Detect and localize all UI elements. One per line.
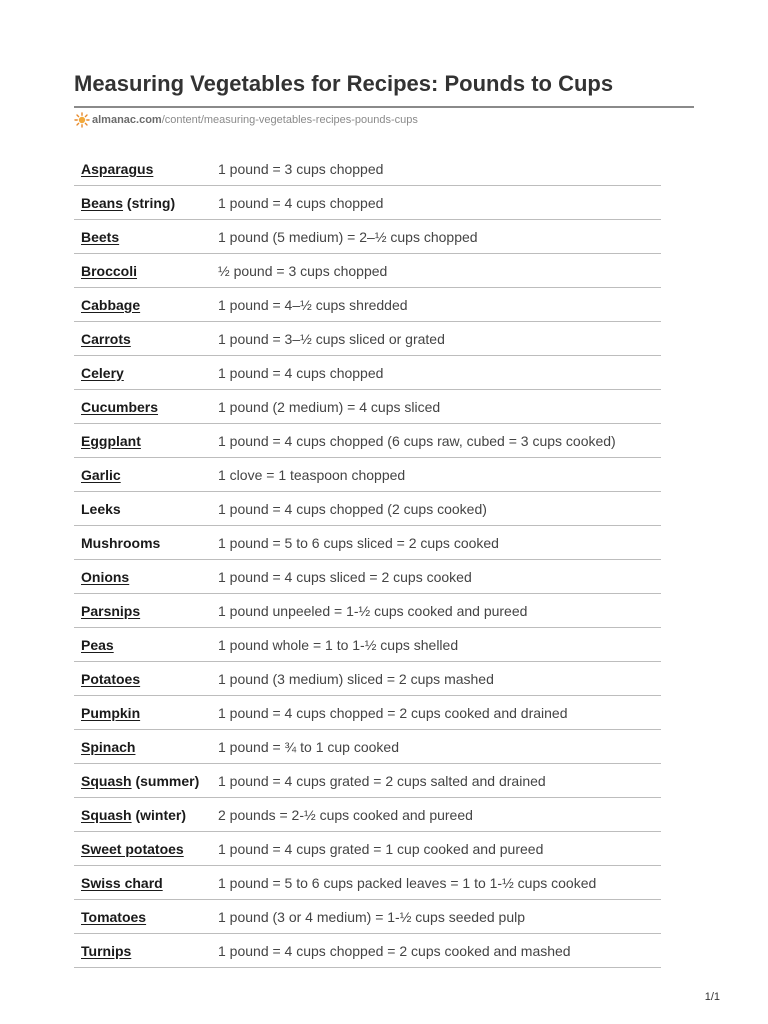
- conversion-cell: 1 pound = 3–½ cups sliced or grated: [218, 330, 445, 347]
- conversion-cell: 1 pound (5 medium) = 2–½ cups chopped: [218, 228, 478, 245]
- conversion-cell: 1 pound (3 or 4 medium) = 1-½ cups seeded pulp: [218, 908, 526, 925]
- vegetable-name[interactable]: Spinach: [81, 738, 136, 755]
- conversion-cell: 1 pound (2 medium) = 4 cups sliced: [218, 398, 441, 415]
- conversion-cell: 1 pound = 4 cups grated = 2 cups salted and drained: [218, 772, 546, 789]
- vegetable-name[interactable]: Beans: [81, 194, 124, 211]
- vegetable-name[interactable]: Carrots: [81, 330, 131, 347]
- vegetable-qualifier: (summer): [131, 772, 200, 789]
- conversion-cell: 1 pound = 4 cups chopped: [218, 194, 384, 211]
- table-row: [74, 390, 661, 424]
- conversion-cell: 1 pound = 4–½ cups shredded: [218, 296, 408, 313]
- conversion-cell: 1 pound = 4 cups chopped (6 cups raw, cubed = 3 cups cooked): [218, 432, 616, 449]
- vegetable-cell: [74, 399, 218, 415]
- table-row: [74, 662, 661, 696]
- vegetable-cell: [74, 195, 218, 211]
- vegetable-cell: [74, 637, 218, 653]
- table-row: [74, 186, 661, 220]
- conversion-cell: 1 pound = 4 cups chopped (2 cups cooked): [218, 500, 487, 517]
- table-row: [74, 764, 661, 798]
- table-row: [74, 458, 661, 492]
- table-row: [74, 424, 661, 458]
- table-row: [74, 866, 661, 900]
- vegetable-cell: [74, 161, 218, 177]
- conversion-cell: 1 pound = ¾ to 1 cup cooked: [218, 738, 399, 755]
- vegetable-cell: [74, 297, 218, 313]
- vegetable-cell: [74, 773, 218, 789]
- table-row: [74, 220, 661, 254]
- table-row: [74, 798, 661, 832]
- table-row: [74, 730, 661, 764]
- vegetable-cell: [74, 331, 218, 347]
- page-title: Measuring Vegetables for Recipes: Pounds to Cups: [74, 71, 614, 96]
- vegetable-name[interactable]: Cucumbers: [81, 398, 159, 415]
- table-row: [74, 526, 661, 560]
- source-line: [74, 112, 418, 128]
- table-row: [74, 594, 661, 628]
- conversion-cell: 1 pound = 4 cups chopped = 2 cups cooked and mashed: [218, 942, 571, 959]
- almanac-logo-icon: [74, 112, 90, 128]
- vegetable-cell: [74, 705, 218, 721]
- table-row: [74, 628, 661, 662]
- vegetable-name[interactable]: Onions: [81, 568, 130, 585]
- conversion-cell: 2 pounds = 2-½ cups cooked and pureed: [218, 806, 473, 823]
- vegetable-qualifier: (string): [123, 194, 176, 211]
- table-row: [74, 288, 661, 322]
- vegetable-cell: [74, 535, 218, 551]
- vegetable-cell: [74, 263, 218, 279]
- source-domain[interactable]: almanac.com: [92, 114, 162, 126]
- vegetable-name[interactable]: Asparagus: [81, 160, 154, 177]
- conversion-cell: 1 pound whole = 1 to 1-½ cups shelled: [218, 636, 459, 653]
- source-path[interactable]: /content/measuring-vegetables-recipes-pounds-cups: [161, 114, 418, 126]
- vegetable-cell: [74, 433, 218, 449]
- vegetable-qualifier: (winter): [131, 806, 187, 823]
- conversion-cell: 1 pound = 4 cups sliced = 2 cups cooked: [218, 568, 472, 585]
- vegetable-name: Leeks: [81, 500, 121, 517]
- conversion-cell: 1 clove = 1 teaspoon chopped: [218, 466, 406, 483]
- conversion-cell: 1 pound (3 medium) sliced = 2 cups mashed: [218, 670, 494, 687]
- vegetable-cell: [74, 569, 218, 585]
- vegetable-name[interactable]: Cabbage: [81, 296, 141, 313]
- table-row: [74, 254, 661, 288]
- vegetable-name[interactable]: Swiss chard: [81, 874, 163, 891]
- conversion-table: [74, 152, 661, 968]
- table-row: [74, 322, 661, 356]
- vegetable-cell: [74, 603, 218, 619]
- vegetable-cell: [74, 943, 218, 959]
- conversion-cell: 1 pound unpeeled = 1-½ cups cooked and pureed: [218, 602, 528, 619]
- conversion-cell: 1 pound = 3 cups chopped: [218, 160, 384, 177]
- vegetable-cell: [74, 807, 218, 823]
- table-row: [74, 900, 661, 934]
- title-divider: [74, 106, 694, 108]
- vegetable-name[interactable]: Sweet potatoes: [81, 840, 184, 857]
- vegetable-cell: [74, 671, 218, 687]
- vegetable-name[interactable]: Celery: [81, 364, 124, 381]
- table-row: [74, 832, 661, 866]
- vegetable-name[interactable]: Broccoli: [81, 262, 138, 279]
- vegetable-name: Mushrooms: [81, 534, 161, 551]
- vegetable-cell: [74, 875, 218, 891]
- vegetable-name[interactable]: Parsnips: [81, 602, 141, 619]
- conversion-cell: 1 pound = 4 cups chopped: [218, 364, 384, 381]
- vegetable-name[interactable]: Peas: [81, 636, 114, 653]
- vegetable-name[interactable]: Squash: [81, 806, 132, 823]
- table-row: [74, 696, 661, 730]
- conversion-cell: 1 pound = 4 cups grated = 1 cup cooked and pureed: [218, 840, 544, 857]
- conversion-cell: 1 pound = 5 to 6 cups sliced = 2 cups cooked: [218, 534, 499, 551]
- table-row: [74, 356, 661, 390]
- vegetable-cell: [74, 909, 218, 925]
- vegetable-cell: [74, 501, 218, 517]
- table-row: [74, 560, 661, 594]
- vegetable-cell: [74, 467, 218, 483]
- vegetable-name[interactable]: Eggplant: [81, 432, 141, 449]
- table-row: [74, 152, 661, 186]
- conversion-cell: ½ pound = 3 cups chopped: [218, 262, 388, 279]
- vegetable-name[interactable]: Potatoes: [81, 670, 141, 687]
- vegetable-name[interactable]: Garlic: [81, 466, 121, 483]
- vegetable-cell: [74, 841, 218, 857]
- vegetable-cell: [74, 739, 218, 755]
- table-row: [74, 934, 661, 968]
- vegetable-cell: [74, 365, 218, 381]
- page-indicator: 1/1: [704, 991, 720, 1003]
- vegetable-name[interactable]: Turnips: [81, 942, 132, 959]
- vegetable-name[interactable]: Pumpkin: [81, 704, 141, 721]
- conversion-cell: 1 pound = 5 to 6 cups packed leaves = 1 to 1-½ cups cooked: [218, 874, 597, 891]
- conversion-cell: 1 pound = 4 cups chopped = 2 cups cooked and drained: [218, 704, 568, 721]
- vegetable-name[interactable]: Squash: [81, 772, 132, 789]
- vegetable-name[interactable]: Tomatoes: [81, 908, 147, 925]
- vegetable-cell: [74, 229, 218, 245]
- table-row: [74, 492, 661, 526]
- vegetable-name[interactable]: Beets: [81, 228, 120, 245]
